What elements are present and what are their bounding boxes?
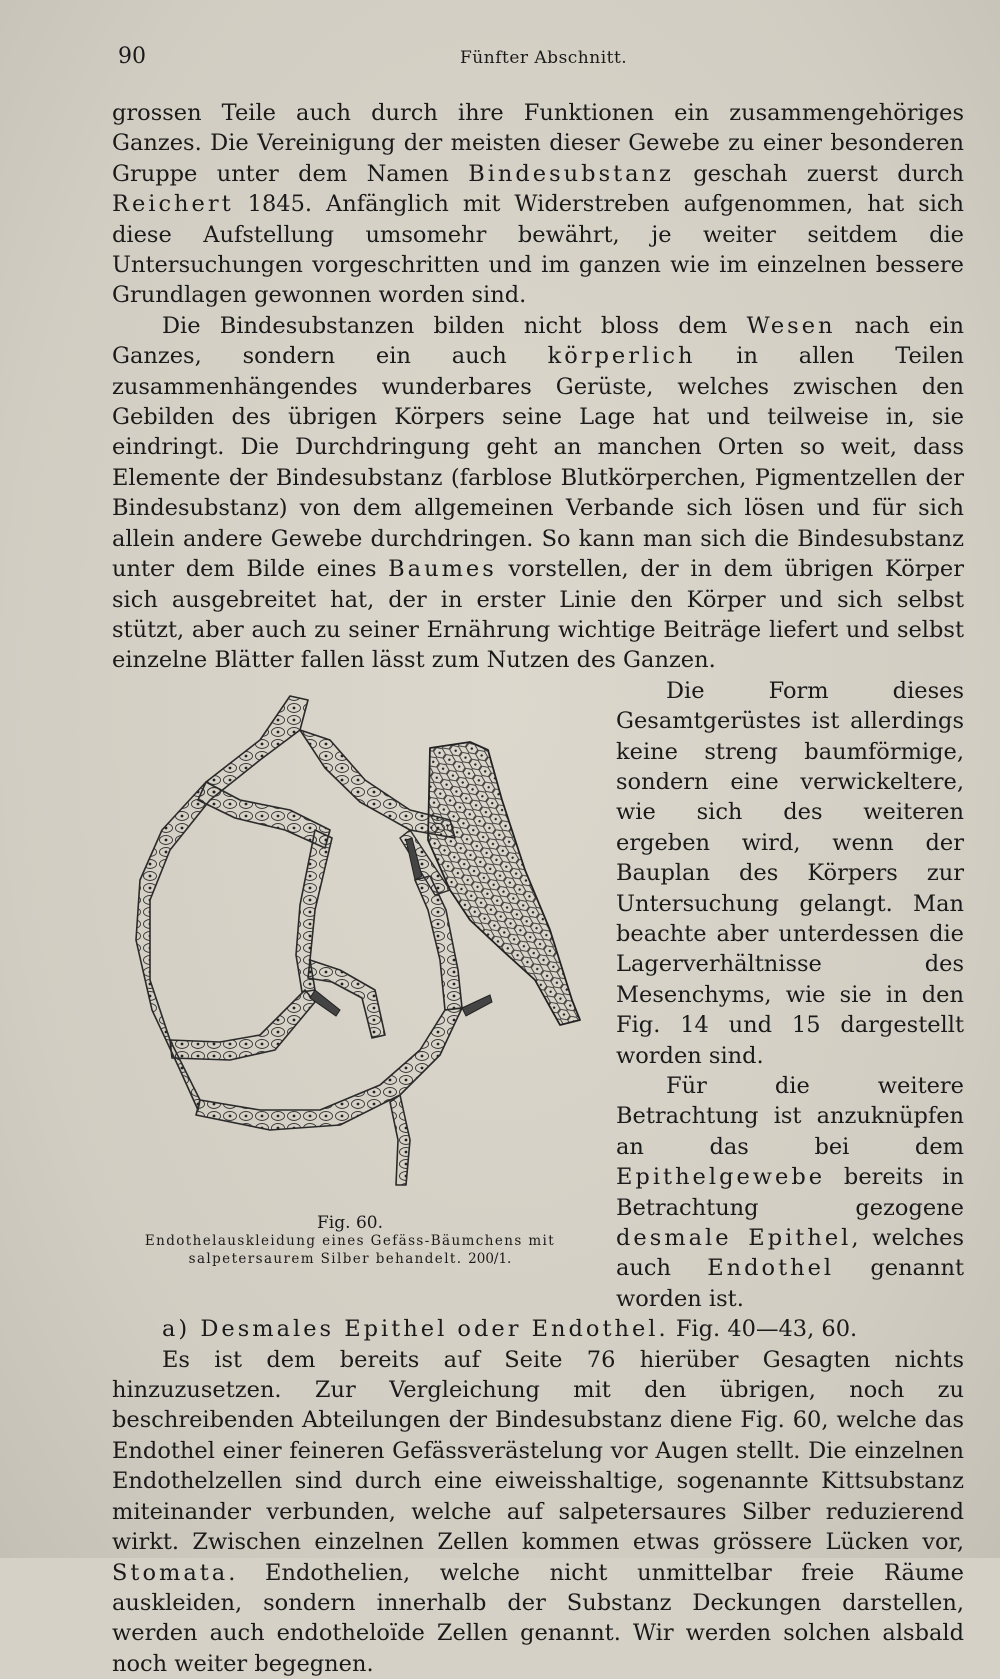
page-number: 90 [118, 44, 146, 69]
body-text [112, 98, 964, 1679]
figure-60 [100, 684, 608, 1284]
figure-magnification: 200/1. [468, 1250, 512, 1267]
paragraph-2: Die Bindesubstanzen bilden nicht bloss dem Wesen nach ein Ganzes, sondern ein auch körperlich in allen Teilen zusammenhängendes wunderbares Gerüste, welches zwischen den Gebilden des übrigen Körpers seine Lage hat und teilweise in, sie eindringt. Die Durchdringung geht an manchen Orten so weit, dass Elemente der Bindesubstanz (farblose Blutkörperchen, Pigmentzellen der Bindesubstanz) von dem allgemeinen Verbande sich lösen und für sich allein andere Gewebe durchdringen. So kann man sich die Bindesubstanz unter dem Bilde eines Baumes vorstellen, der in dem übrigen Körper sich ausgebreitet hat, der in erster Linie den Körper und sich selbst stützt, aber auch zu seiner Ernährung wichtige Beiträge liefert und selbst einzelne Blätter fallen lässt zum Nutzen des Ganzen. [112, 312, 965, 674]
paragraph-4: Für die weitere Betrachtung ist anzuknüpfen an das bei dem Epithelgewebe bereits in Betrachtung gezogene desmale Epithel, welches auch Endothel genannt worden ist. [616, 1073, 964, 1312]
running-title: Fünfter Abschnitt. [460, 48, 628, 68]
vessel-tree-illustration [110, 690, 600, 1200]
figure-caption: Endothelauskleidung eines Gefäss-Bäumchens mit salpetersaurem Silber behandelt. 200/1. [144, 1232, 556, 1267]
name-reichert: Reichert [112, 191, 234, 218]
paragraph-3: Die Form dieses Gesamtgerüstes ist allerdings keine streng baumförmige, sondern eine verwickeltere, wie sich des weiteren ergeben wird, wenn der Bauplan des Körpers zur Untersuchung gelangt. Man beachte aber unterdessen die Lagerverhältnisse des Mesenchyms, wie sie in den Fig. 14 und 15 dargestellt worden sind. [616, 677, 964, 1069]
paragraph-1: grossen Teile auch durch ihre Funktionen ein zusammengehöriges Ganzes. Die Vereinigung der meisten dieser Gewebe zu einer besonderen Gruppe unter dem Namen Bindesubstanz geschah zuerst durch Reichert 1845. Anfänglich mit Widerstreben aufgenommen, hat sich diese Aufstellung umsomehr bewährt, je weiter seitdem die Untersuchungen vorgeschritten und im ganzen wie im einzelnen bessere Grundlagen gewonnen worden sind. [112, 100, 965, 309]
section-heading-desmales-epithel: a) Desmales Epithel oder Endothel. Fig. 40—43, 60. [162, 1316, 858, 1343]
figure-label: Fig. 60. [317, 1212, 383, 1233]
paragraph-6: Es ist dem bereits auf Seite 76 hierüber Gesagten nichts hinzuzusetzen. Zur Vergleichung mit den übrigen, noch zu beschreibenden Abteilungen der Bindesubstanz diene Fig. 60, welche das Endothel einer feineren Gefässverästelung vor Augen stellt. Die einzelnen Endothelzellen sind durch eine eiweisshaltige, sogenannte Kittsubstanz miteinander verbunden, welche auf salpetersaures Silber reduzierend wirkt. Zwischen einzelnen Zellen kommen etwas grössere Lücken vor, Stomata. Endothelien, welche nicht unmittelbar freie Räume auskleiden, sondern innerhalb der Substanz Deckungen darstellen, werden auch endotheloïde Zellen genannt. Wir werden solchen alsbald noch weiter begegnen. [112, 1346, 964, 1677]
page-header [118, 44, 960, 74]
term-bindesubstanz: Bindesubstanz [468, 160, 674, 187]
